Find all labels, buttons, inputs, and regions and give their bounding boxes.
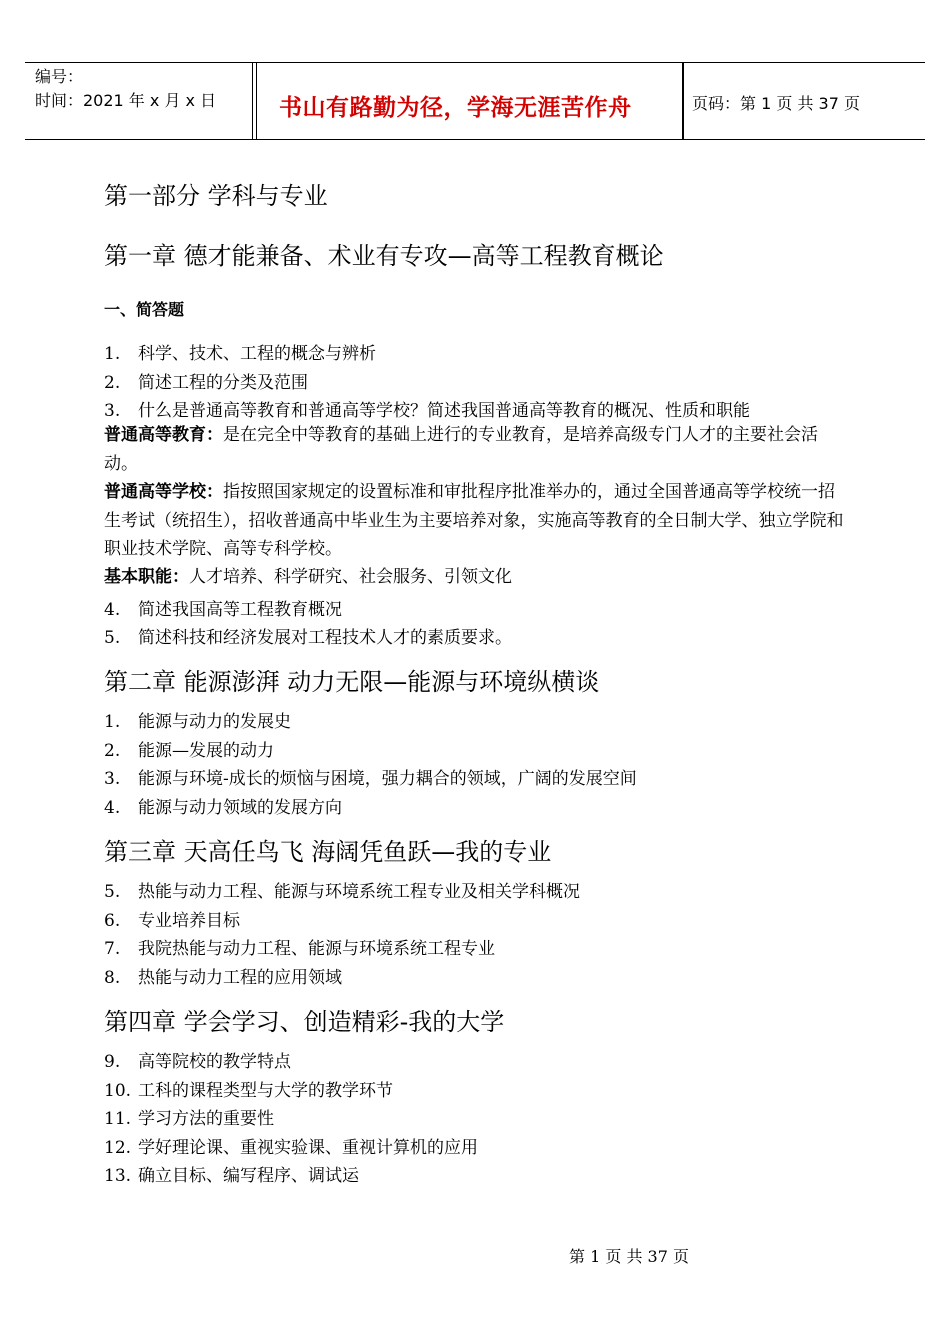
list-item: 1. 能源与动力的发展史: [104, 712, 291, 732]
part-title: 第一部分 学科与专业: [104, 182, 328, 210]
list-item: 6. 专业培养目标: [104, 911, 240, 931]
header-page-cell: [683, 63, 925, 139]
definition-term: 普通高等教育：: [104, 425, 223, 445]
definition-term: 普通高等学校：: [104, 482, 223, 502]
chapter-4-title: 第四章 学会学习、创造精彩-我的大学: [104, 1008, 505, 1036]
list-item: 5. 热能与动力工程、能源与环境系统工程专业及相关学科概况: [104, 882, 580, 902]
header-time-label: 时间：2021 年 x 月 x 日: [35, 91, 217, 110]
section-heading: 一、简答题: [104, 300, 185, 319]
list-item: 10. 工科的课程类型与大学的教学环节: [104, 1081, 393, 1101]
header-number-label: 编号：: [35, 67, 84, 86]
definition-paragraph: 普通高等学校：指按照国家规定的设置标准和审批程序批准举办的，通过全国普通高等学校统一招生考试（统招生），招收普通高中毕业生为主要培养对象，实施高等教育的全日制大学、独立学院和职业技术学院、高等专科学校。: [104, 482, 844, 559]
page-footer: 第 1 页 共 37 页: [569, 1247, 689, 1266]
list-item: 1. 科学、技术、工程的概念与辨析: [104, 344, 376, 364]
list-item: 5. 简述科技和经济发展对工程技术人才的素质要求。: [104, 628, 512, 648]
definition-paragraph: 基本职能：人才培养、科学研究、社会服务、引领文化: [104, 567, 512, 587]
list-item: 12. 学好理论课、重视实验课、重视计算机的应用: [104, 1138, 478, 1158]
list-item: 13. 确立目标、编写程序、调试运: [104, 1166, 359, 1186]
list-item: 3. 什么是普通高等教育和普通高等学校？简述我国普通高等教育的概况、性质和职能: [104, 401, 750, 421]
chapter-1-title: 第一章 德才能兼备、术业有专攻—高等工程教育概论: [104, 242, 664, 270]
list-item: 11. 学习方法的重要性: [104, 1109, 274, 1129]
list-item: 9. 高等院校的教学特点: [104, 1052, 291, 1072]
chapter-2-title: 第二章 能源澎湃 动力无限—能源与环境纵横谈: [104, 668, 600, 696]
header-motto: 书山有路勤为径，学海无涯苦作舟: [279, 95, 632, 121]
chapter-3-title: 第三章 天高任鸟飞 海阔凭鱼跃—我的专业: [104, 838, 552, 866]
header-page-code: 页码：第 1 页 共 37 页: [692, 94, 860, 113]
definition-term: 基本职能：: [104, 567, 189, 587]
list-item: 8. 热能与动力工程的应用领域: [104, 968, 342, 988]
definition-paragraph: 普通高等教育：是在完全中等教育的基础上进行的专业教育，是培养高级专门人才的主要社会活动。: [104, 425, 818, 474]
list-item: 4. 能源与动力领域的发展方向: [104, 798, 342, 818]
header-meta: [25, 63, 253, 139]
list-item: 7. 我院热能与动力工程、能源与环境系统工程专业: [104, 939, 495, 959]
list-item: 3. 能源与环境-成长的烦恼与困境，强力耦合的领域，广阔的发展空间: [104, 769, 637, 789]
list-item: 4. 简述我国高等工程教育概况: [104, 600, 342, 620]
list-item: 2. 能源—发展的动力: [104, 741, 274, 761]
list-item: 2. 简述工程的分类及范围: [104, 373, 308, 393]
page-header: [25, 62, 925, 140]
header-motto-cell: [256, 63, 683, 139]
